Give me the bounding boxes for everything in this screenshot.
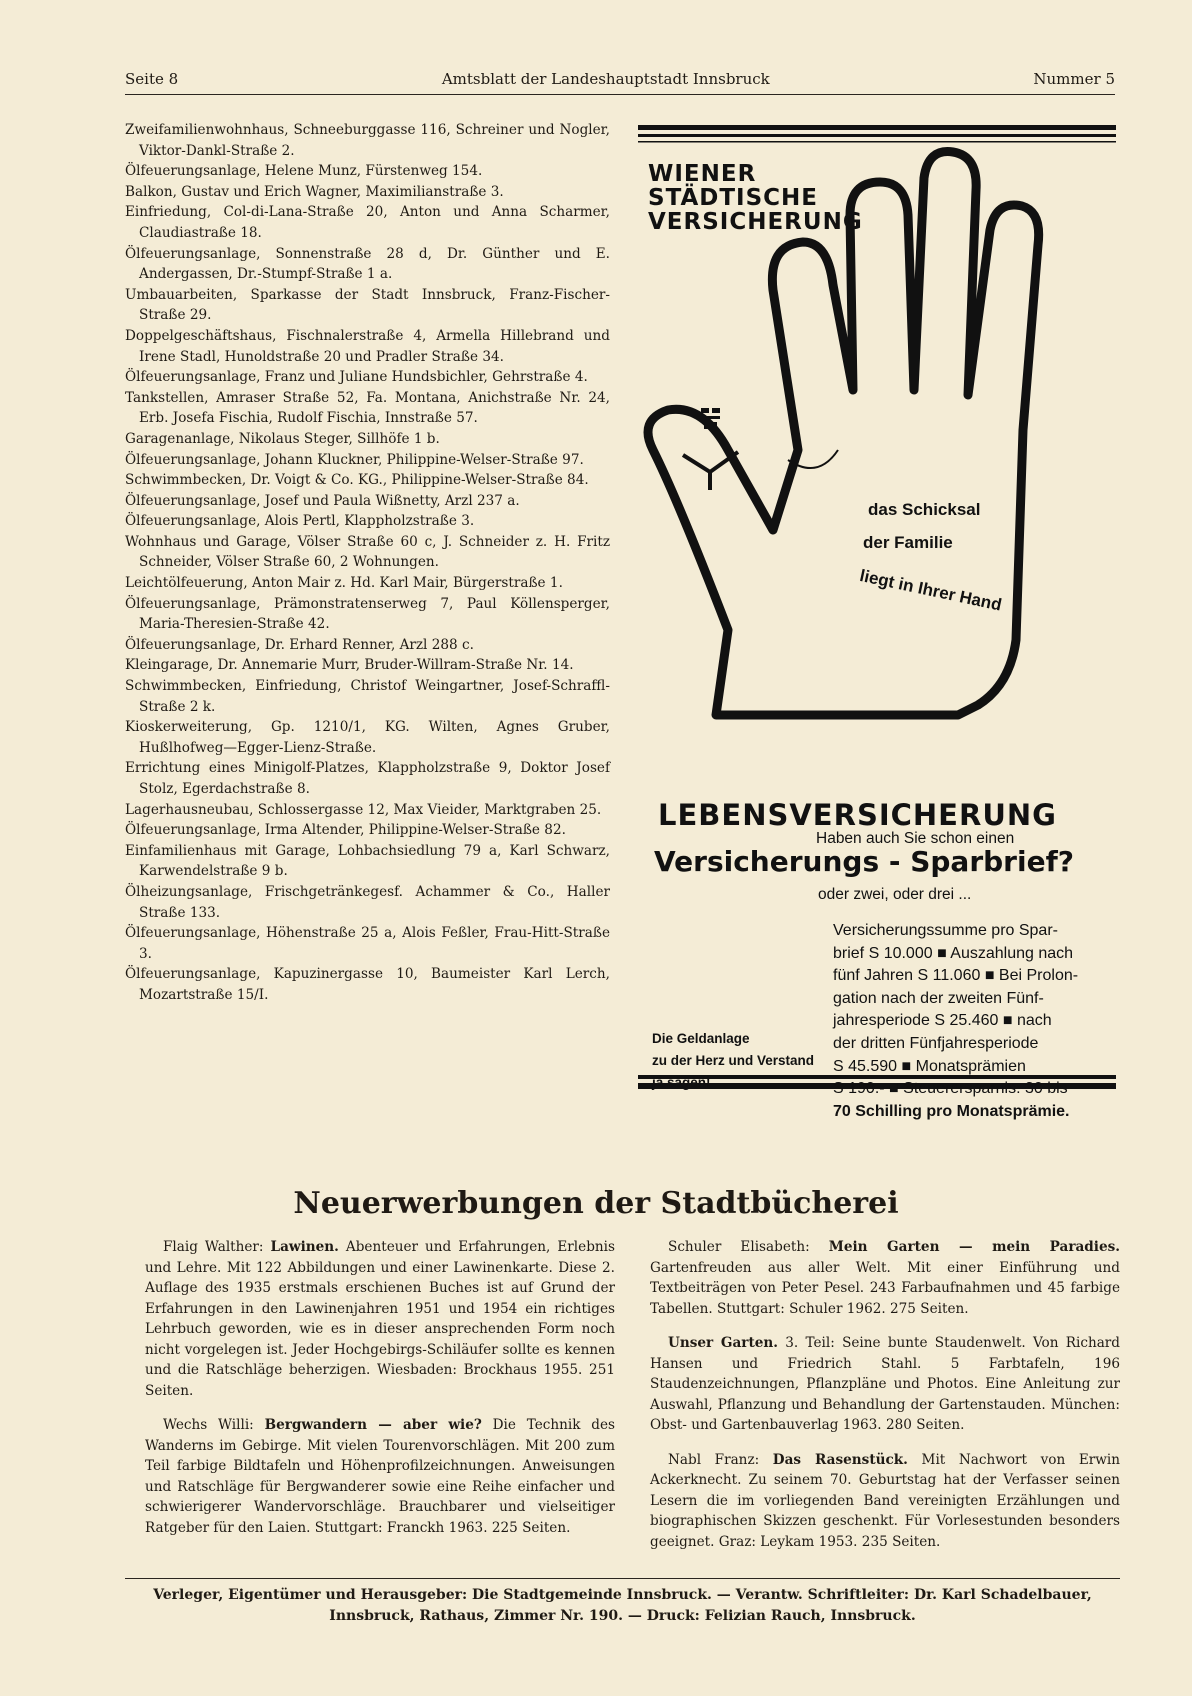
issue-number: Nummer 5	[1033, 70, 1115, 88]
permit-entry: Ölfeuerungsanlage, Kapuzinergasse 10, Baumeister Karl Lerch, Mozartstraße 15/I.	[125, 966, 610, 1003]
insurer-name-line: VERSICHERUNG	[648, 209, 863, 235]
permit-entry: Schwimmbecken, Dr. Voigt & Co. KG., Philippine-Welser-Straße 84.	[125, 472, 589, 489]
book-entry	[145, 1415, 615, 1538]
book-author: Nabl Franz:	[668, 1451, 760, 1468]
building-permits-list	[125, 120, 610, 1006]
permit-entry: Garagenanlage, Nikolaus Steger, Sillhöfe 1 b.	[125, 430, 440, 447]
permit-entry: Lagerhausneubau, Schlossergasse 12, Max Vieider, Marktgraben 25.	[125, 801, 602, 818]
permit-entry: Doppelgeschäftshaus, Fischnalerstraße 4, Armella Hillebrand und Irene Stadl, Hunoldstraße 20 und Pradler Straße 34.	[125, 327, 610, 365]
permit-entry: Ölfeuerungsanlage, Alois Pertl, Klappholzstraße 3.	[125, 513, 475, 530]
book-title: Bergwandern — aber wie?	[264, 1417, 482, 1433]
permit-entry: Tankstellen, Amraser Straße 52, Fa. Montana, Anichstraße Nr. 24, Erb. Josefa Fischia, Rudolf Fischia, Innstraße 57.	[125, 389, 610, 427]
rule-top-3	[638, 141, 1116, 143]
coat-of-arms-icon	[701, 408, 709, 413]
book-entry	[650, 1450, 1120, 1553]
insurance-advertisement	[638, 120, 1118, 1165]
ad-terms-line: fünf Jahren S 11.060 ■ Bei Prolon-	[833, 967, 1079, 985]
ad-terms	[833, 920, 1103, 1123]
permit-entry: Zweifamilienwohnhaus, Schneeburggasse 116, Schreiner und Nogler, Viktor-Dankl-Straße 2.	[125, 122, 610, 159]
ad-terms-line: Versicherungssumme pro Spar-	[833, 922, 1058, 939]
slogan-line-3: liegt in Ihrer Hand	[858, 566, 1004, 615]
permit-entry: Ölfeuerungsanlage, Josef und Paula Wißnetty, Arzl 237 a.	[125, 492, 520, 509]
insurer-name-line: WIENER	[648, 161, 757, 187]
ad-terms-line: 70 Schilling pro Monatsprämie.	[833, 1102, 1070, 1120]
ad-terms-line: der dritten Fünfjahresperiode	[833, 1034, 1039, 1052]
permit-entry: Ölfeuerungsanlage, Helene Munz, Fürstenweg 154.	[125, 163, 483, 180]
permit-entry: Einfamilienhaus mit Garage, Lohbachsiedlung 79 a, Karl Schwarz, Karwendelstraße 9 b.	[125, 842, 610, 880]
ad-terms-line: S 45.590 ■ Monatsprämien	[833, 1057, 1026, 1075]
ad-terms-line: gation nach der zweiten Fünf-	[833, 989, 1044, 1007]
book-list-left	[145, 1237, 615, 1552]
book-entry	[650, 1237, 1120, 1319]
ad-side-line: Die Geldanlage	[652, 1031, 750, 1046]
page-number: Seite 8	[125, 70, 179, 88]
publication-title: Amtsblatt der Landeshauptstadt Innsbruck	[441, 70, 770, 88]
ad-product-name: Versicherungs - Sparbrief?	[654, 845, 1074, 878]
book-list-right	[650, 1237, 1120, 1566]
permit-entry: Umbauarbeiten, Sparkasse der Stadt Innsbruck, Franz-Fischer-Straße 29.	[125, 286, 610, 324]
slogan-line-1: das Schicksal	[868, 500, 981, 519]
ad-terms-line: brief S 10.000 ■ Auszahlung nach	[833, 944, 1074, 962]
slogan-line-2: der Familie	[863, 533, 953, 552]
permit-entry: Balkon, Gustav und Erich Wagner, Maximilianstraße 3.	[125, 183, 504, 200]
book-author: Wechs Willi:	[163, 1417, 254, 1433]
permit-entry: Ölfeuerungsanlage, Prämonstratenserweg 7, Paul Köllensperger, Maria-Theresien-Straße 42.	[125, 595, 610, 633]
book-title: Das Rasenstück.	[772, 1451, 908, 1468]
page-header	[125, 70, 1115, 95]
book-description: 3. Teil: Seine bunte Staudenwelt. Von Richard Hansen und Friedrich Stahl. 5 Farbtafeln, 196 Staudenzeichnungen, Pflanzpläne und Photos. Eine Anleitung zur Auswahl, Pflanzung und Behandlung der Gartenstauden. München: Obst- und Gartenbauverlag 1963. 280 Seiten.	[650, 1335, 1121, 1433]
rule-top-1	[638, 125, 1116, 130]
permit-entry: Ölfeuerungsanlage, Sonnenstraße 28 d, Dr. Günther und E. Andergassen, Dr.-Stumpf-Straße 1 a.	[125, 245, 610, 283]
ad-terms-line: jahresperiode S 25.460 ■ nach	[833, 1012, 1052, 1030]
permit-entry: Ölfeuerungsanlage, Johann Kluckner, Philippine-Welser-Straße 97.	[125, 451, 584, 468]
imprint	[125, 1578, 1120, 1627]
branch-mark-icon	[683, 452, 738, 490]
rule-top-2	[638, 134, 1116, 137]
book-entry	[145, 1237, 615, 1401]
book-author: Flaig Walther:	[163, 1239, 264, 1255]
book-author: Schuler Elisabeth:	[668, 1239, 810, 1255]
book-description: Die Technik des Wanderns im Gebirge. Mit vielen Tourenvorschlägen. Mit 200 zum Teil farbige Bildtafeln und Höhenprofilzeichnungen. Anweisungen und Ratschläge für Bergwanderer sowie eine Reihe einfacher und schwierigerer Wandervorschläge. Brauchbarer und vielseitiger Ratgeber für den Laien. Stuttgart: Franckh 1963. 225 Seiten.	[145, 1417, 616, 1536]
permit-entry: Kioskerweiterung, Gp. 1210/1, KG. Wilten, Agnes Gruber, Hußlhofweg—Egger-Lienz-Straße.	[125, 719, 610, 756]
hand-outline-icon	[648, 152, 1039, 715]
book-entry	[650, 1333, 1120, 1436]
insurer-name-line: STÄDTISCHE	[648, 185, 819, 211]
ad-headline: LEBENSVERSICHERUNG	[658, 798, 1057, 832]
permit-entry: Kleingarage, Dr. Annemarie Murr, Bruder-Willram-Straße Nr. 14.	[125, 657, 574, 674]
book-description: Gartenfreuden aus aller Welt. Mit einer Einführung und Textbeiträgen von Peter Pesel. 243 Farbaufnahmen und 45 farbige Tabellen. Stuttgart: Schuler 1962. 275 Seiten.	[650, 1259, 1120, 1317]
insurer-name	[648, 162, 863, 234]
book-title: Unser Garten.	[668, 1335, 778, 1351]
section-heading: Neuerwerbungen der Stadtbücherei	[293, 1186, 899, 1221]
ad-question-more: oder zwei, oder drei ...	[818, 886, 972, 903]
ad-side-note	[652, 1028, 827, 1094]
imprint-line: Innsbruck, Rathaus, Zimmer Nr. 190. — Druck: Felizian Rauch, Innsbruck.	[329, 1608, 916, 1624]
permit-entry: Leichtölfeuerung, Anton Mair z. Hd. Karl Mair, Bürgerstraße 1.	[125, 575, 563, 592]
permit-entry: Schwimmbecken, Einfriedung, Christof Weingartner, Josef-Schraffl-Straße 2 k.	[125, 678, 610, 715]
ad-terms-line: S 190.- ■ Steuerersparnis: 30 bis	[833, 1080, 1068, 1098]
permit-entry: Ölheizungsanlage, Frischgetränkegesf. Achammer & Co., Haller Straße 133.	[125, 883, 610, 921]
ad-side-line: ja sagen!	[652, 1075, 711, 1090]
permit-entry: Ölfeuerungsanlage, Franz und Juliane Hundsbichler, Gehrstraße 4.	[125, 369, 588, 386]
book-description: Mit Nachwort von Erwin Ackerknecht. Zu seinem 70. Geburtstag hat der Verfasser seinen Lesern die im vorliegenden Band vereinigten Erzählungen und biographischen Skizzen geschenkt. Für Vorlesestunden besonders geeignet. Graz: Leykam 1953. 235 Seiten.	[650, 1451, 1120, 1550]
permit-entry: Wohnhaus und Garage, Völser Straße 60 c, J. Schneider z. H. Fritz Schneider, Völser Straße 60, 2 Wohnungen.	[125, 533, 610, 571]
permit-entry: Ölfeuerungsanlage, Irma Altender, Philippine-Welser-Straße 82.	[125, 822, 566, 839]
permit-entry: Einfriedung, Col-di-Lana-Straße 20, Anton und Anna Scharmer, Claudiastraße 18.	[125, 204, 610, 241]
book-title: Mein Garten — mein Paradies.	[828, 1239, 1121, 1255]
permit-entry: Ölfeuerungsanlage, Dr. Erhard Renner, Arzl 288 c.	[125, 636, 474, 653]
imprint-line: Verleger, Eigentümer und Herausgeber: Die Stadtgemeinde Innsbruck. — Verantw. Schriftleiter: Dr. Karl Schadelbauer,	[153, 1587, 1092, 1603]
book-title: Lawinen.	[270, 1239, 339, 1255]
ad-question-intro: Haben auch Sie schon einen	[816, 830, 1015, 847]
permit-entry: Errichtung eines Minigolf-Platzes, Klappholzstraße 9, Doktor Josef Stolz, Egerdachstraße 8.	[125, 760, 610, 797]
ad-side-line: zu der Herz und Verstand	[652, 1053, 815, 1068]
permit-entry: Ölfeuerungsanlage, Höhenstraße 25 a, Alois Feßler, Frau-Hitt-Straße 3.	[125, 925, 610, 962]
book-description: Abenteuer und Erfahrungen, Erlebnis und Lehre. Mit 122 Abbildungen und einer Lawinenkarte. Diese 2. Auflage des 1935 erstmals erschienen Buches ist auf Grund der Erfahrungen in den Lawinenjahren 1951 und 1954 ein richtiges Lehrbuch geworden, wie es in dieser ansprechenden Form noch nicht vorgelegen ist. Jeder Hochgebirgs-Schiläufer sollte es kennen und die Ratschläge beherzigen. Wiesbaden: Brockhaus 1955. 251 Seiten.	[145, 1239, 615, 1399]
